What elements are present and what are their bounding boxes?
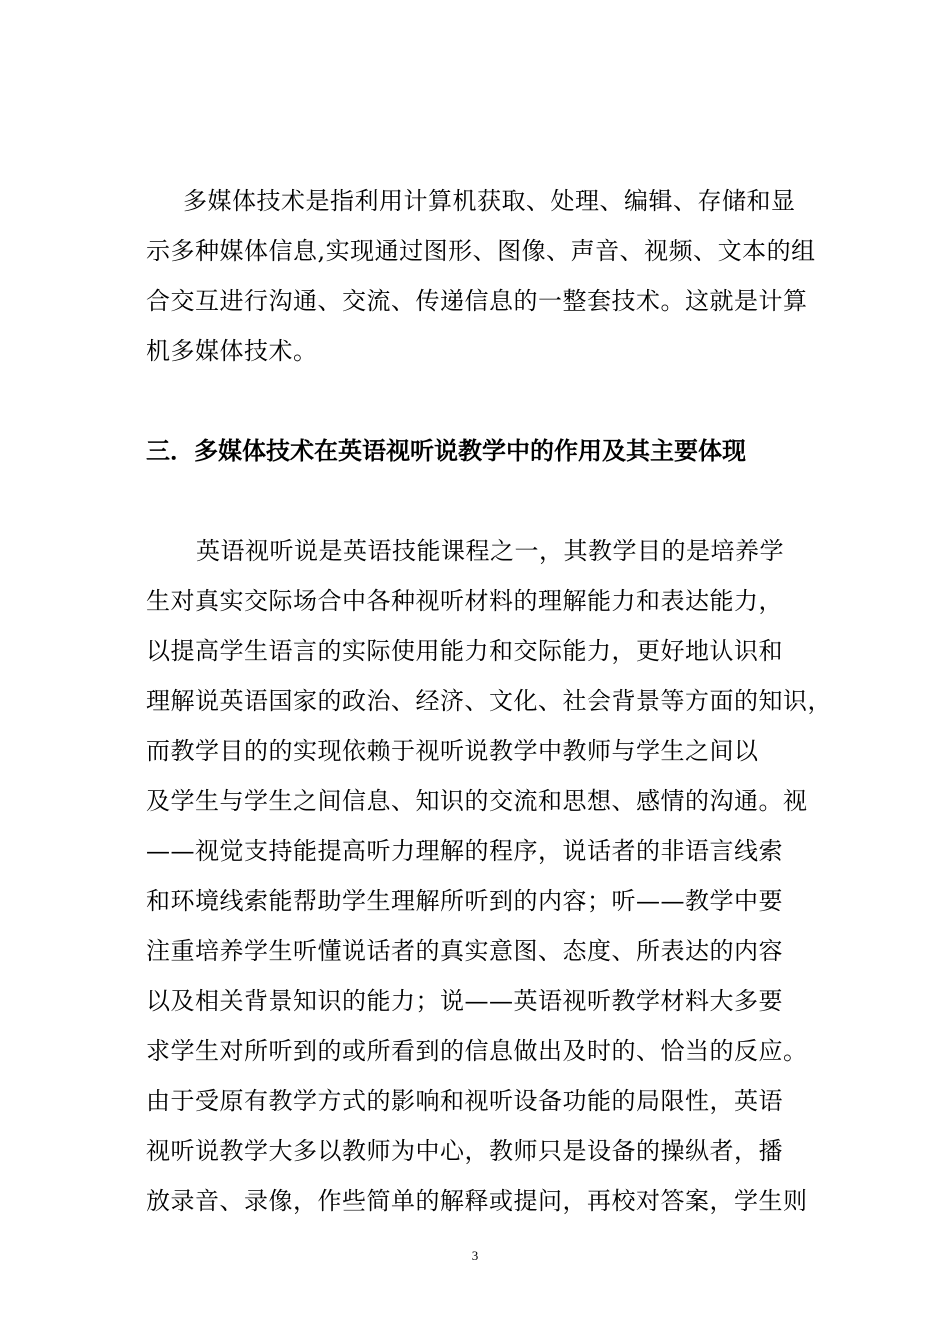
paragraph-2-line-1: 英语视听说是英语技能课程之一，其教学目的是培养学 — [196, 537, 784, 565]
paragraph-2-line-4: 理解说英语国家的政治、经济、文化、社会背景等方面的知识， — [146, 687, 832, 715]
paragraph-2-line-14: 放录音、录像，作些简单的解释或提问，再校对答案，学生则 — [146, 1187, 808, 1215]
section-heading: 三．多媒体技术在英语视听说教学中的作用及其主要体现 — [146, 436, 746, 465]
paragraph-2-line-11: 求学生对所听到的或所看到的信息做出及时的、恰当的反应。 — [146, 1037, 808, 1065]
paragraph-1-line-1: 多媒体技术是指利用计算机获取、处理、编辑、存储和显 — [183, 187, 796, 215]
paragraph-2-line-2: 生对真实交际场合中各种视听材料的理解能力和表达能力， — [146, 587, 783, 615]
paragraph-1-line-2: 示多种媒体信息,实现通过图形、图像、声音、视频、文本的组 — [146, 237, 816, 265]
paragraph-2-line-10: 以及相关背景知识的能力；说——英语视听教学材料大多要 — [146, 987, 783, 1015]
paragraph-2-line-9: 注重培养学生听懂说话者的真实意图、态度、所表达的内容 — [146, 937, 783, 965]
paragraph-2-line-7: ——视觉支持能提高听力理解的程序，说话者的非语言线索 — [146, 837, 783, 865]
paragraph-2-line-6: 及学生与学生之间信息、知识的交流和思想、感情的沟通。视 — [146, 787, 808, 815]
paragraph-1-line-3: 合交互进行沟通、交流、传递信息的一整套技术。这就是计算 — [146, 287, 808, 315]
paragraph-2-line-3: 以提高学生语言的实际使用能力和交际能力，更好地认识和 — [146, 637, 783, 665]
paragraph-2-line-5: 而教学目的的实现依赖于视听说教学中教师与学生之间以 — [146, 737, 759, 765]
paragraph-1-line-4: 机多媒体技术。 — [146, 337, 318, 365]
paragraph-2-line-12: 由于受原有教学方式的影响和视听设备功能的局限性，英语 — [146, 1087, 783, 1115]
page-number: 3 — [471, 1248, 479, 1263]
paragraph-2-line-8: 和环境线索能帮助学生理解所听到的内容；听——教学中要 — [146, 887, 783, 915]
paragraph-2-line-13: 视听说教学大多以教师为中心，教师只是设备的操纵者，播 — [146, 1137, 783, 1165]
